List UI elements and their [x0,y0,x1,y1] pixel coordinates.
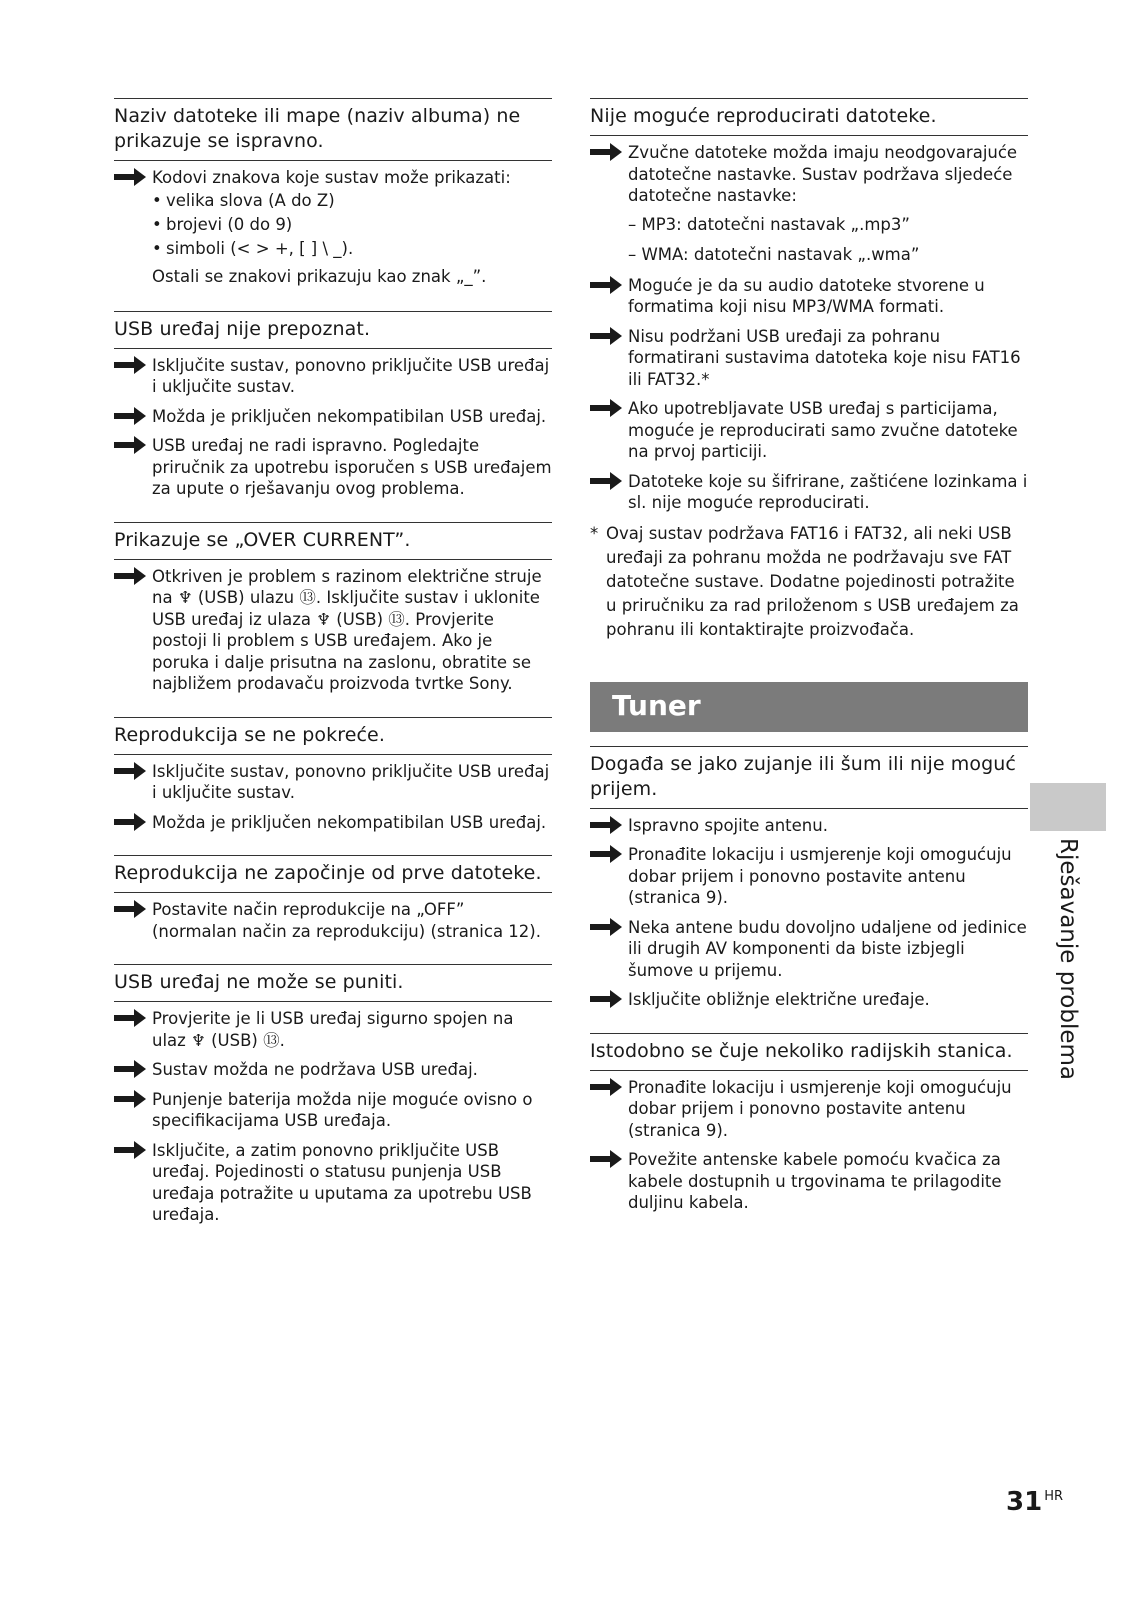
solution-item: Pronađite lokaciju i usmjerenje koji omogućuju dobar prijem i ponovno postavite antenu (stranica 9). [590,1077,1028,1142]
arrow-right-icon [590,399,622,417]
tuner-banner: Tuner [590,682,1028,732]
section-tuner-multiple-stations [590,1033,1028,1214]
section-title: USB uređaj ne može se puniti. [114,964,552,1002]
page-number [1006,1487,1063,1517]
section-title: Reprodukcija se ne pokreće. [114,717,552,755]
solution-item: Pronađite lokaciju i usmjerenje koji omogućuju dobar prijem i ponovno postavite antenu (stranica 9). [590,844,1028,909]
footnote [590,522,1028,642]
arrow-right-icon [590,990,622,1008]
extension-line: – WMA: datotečni nastavak „.wma” [628,244,920,264]
solution-item: Možda je priključen nekompatibilan USB uređaj. [114,812,552,834]
section-title: Nije moguće reproducirati datoteke. [590,98,1028,136]
solution-item: Isključite sustav, ponovno priključite USB uređaj i uključite sustav. [114,355,552,398]
arrow-right-icon [590,1150,622,1168]
section-title: Istodobno se čuje nekoliko radijskih stanica. [590,1033,1028,1071]
section-filename-display [114,98,552,289]
solution-item: Ako upotrebljavate USB uređaj s particijama, moguće je reproducirati samo zvučne datoteke na prvoj particiji. [590,398,1028,463]
solution-item: Kodovi znakova koje sustav može prikazati: • velika slova (A do Z) • brojevi (0 do 9) • simboli (< > +, [ ] \ _). Ostali se znakovi prikazuju kao znak „_”. [114,167,552,289]
extension-line: – MP3: datotečni nastavak „.mp3” [628,214,910,234]
solution-item: Moguće je da su audio datoteke stvorene u formatima koji nisu MP3/WMA formati. [590,275,1028,318]
arrow-right-icon [114,567,146,585]
page-number-value: 31 [1006,1487,1043,1517]
bullet-item: • velika slova (A do Z) [152,189,552,213]
section-playback-first-file [114,855,552,942]
solution-item: Otkriven je problem s razinom električne struje na ♆ (USB) ulazu ⑬. Isključite sustav i uklonite USB uređaj iz ulaza ♆ (USB) ⑬. Provjerite postoji li problem s USB uređajem. Ako je poruka i dalje prisutna na zaslonu, obratite se najbližem prodavaču proizvoda tvrtke Sony. [114,566,552,695]
solution-item: Možda je priključen nekompatibilan USB uređaj. [114,406,552,428]
section-usb-not-recognized [114,311,552,500]
paragraph: Ostali se znakovi prikazuju kao znak „_”. [152,266,487,286]
arrow-right-icon [590,327,622,345]
section-over-current [114,522,552,695]
arrow-right-icon [590,816,622,834]
left-column [114,98,552,1248]
solution-item: Provjerite je li USB uređaj sigurno spojen na ulaz ♆ (USB) ⑬. [114,1008,552,1051]
section-title: Prikazuje se „OVER CURRENT”. [114,522,552,560]
solution-item: USB uređaj ne radi ispravno. Pogledajte priručnik za upotrebu isporučen s USB uređajem za upute o rješavanju ovog problema. [114,435,552,500]
solution-item: Zvučne datoteke možda imaju neodgovarajuće datotečne nastavke. Sustav podržava sljedeće datotečne nastavke: – MP3: datotečni nastavak „.mp3” – WMA: datotečni nastavak „.wma” [590,142,1028,267]
bullet-list [152,189,552,289]
solution-item: Datoteke koje su šifrirane, zaštićene lozinkama i sl. nije moguće reproducirati. [590,471,1028,514]
arrow-right-icon [590,143,622,161]
arrow-right-icon [590,918,622,936]
arrow-right-icon [590,845,622,863]
bullet-item: • simboli (< > +, [ ] \ _). [152,237,552,261]
solution-item: Isključite sustav, ponovno priključite USB uređaj i uključite sustav. [114,761,552,804]
arrow-right-icon [114,1090,146,1108]
arrow-right-icon [114,762,146,780]
solution-item: Ispravno spojite antenu. [590,815,1028,837]
solution-item: Isključite, a zatim ponovno priključite USB uređaj. Pojedinosti o statusu punjenja USB uređaja potražite u uputama za upotrebu USB uređaja. [114,1140,552,1226]
arrow-right-icon [114,436,146,454]
arrow-right-icon [114,813,146,831]
arrow-right-icon [114,1141,146,1159]
page-language-suffix: HR [1044,1489,1063,1505]
arrow-right-icon [590,472,622,490]
footnote-mark: * [590,523,599,543]
solution-item: Isključite obližnje električne uređaje. [590,989,1028,1011]
solution-item: Neka antene budu dovoljno udaljene od jedinice ili drugih AV komponenti da biste izbjegli šumove u prijemu. [590,917,1028,982]
side-tab-marker [1030,783,1106,831]
solution-item: Punjenje baterija možda nije moguće ovisno o specifikacijama USB uređaja. [114,1089,552,1132]
arrow-right-icon [114,1009,146,1027]
arrow-right-icon [114,168,146,186]
solution-item: Povežite antenske kabele pomoću kvačica za kabele dostupnih u trgovinama te prilagodite duljinu kabela. [590,1149,1028,1214]
section-playback-not-starting [114,717,552,834]
section-title: Događa se jako zujanje ili šum ili nije moguć prijem. [590,746,1028,809]
bullet-item: • brojevi (0 do 9) [152,213,552,237]
arrow-right-icon [590,1078,622,1096]
section-usb-not-charging [114,964,552,1226]
section-title: Naziv datoteke ili mape (naziv albuma) ne prikazuje se ispravno. [114,98,552,161]
arrow-right-icon [590,276,622,294]
arrow-right-icon [114,1060,146,1078]
section-tuner-noise [590,746,1028,1011]
section-files-not-playable [590,98,1028,642]
arrow-right-icon [114,900,146,918]
section-title: USB uređaj nije prepoznat. [114,311,552,349]
footnote-text: Ovaj sustav podržava FAT16 i FAT32, ali neki USB uređaji za pohranu možda ne podržavaju sve FAT datotečne sustave. Dodatne pojedinosti potražite u priručniku za rad priloženom s USB uređajem za pohranu ili kontaktirajte proizvođača. [606,523,1019,639]
solution-item: Postavite način reprodukcije na „OFF” (normalan način za reprodukciju) (stranica 12). [114,899,552,942]
section-title: Reprodukcija ne započinje od prve datoteke. [114,855,552,893]
solution-item: Sustav možda ne podržava USB uređaj. [114,1059,552,1081]
right-column [590,98,1028,1236]
side-tab-label: Rješavanje problema [1055,838,1081,1080]
solution-item: Nisu podržani USB uređaji za pohranu formatirani sustavima datoteka koje nisu FAT16 ili FAT32.* [590,326,1028,391]
arrow-right-icon [114,356,146,374]
arrow-right-icon [114,407,146,425]
